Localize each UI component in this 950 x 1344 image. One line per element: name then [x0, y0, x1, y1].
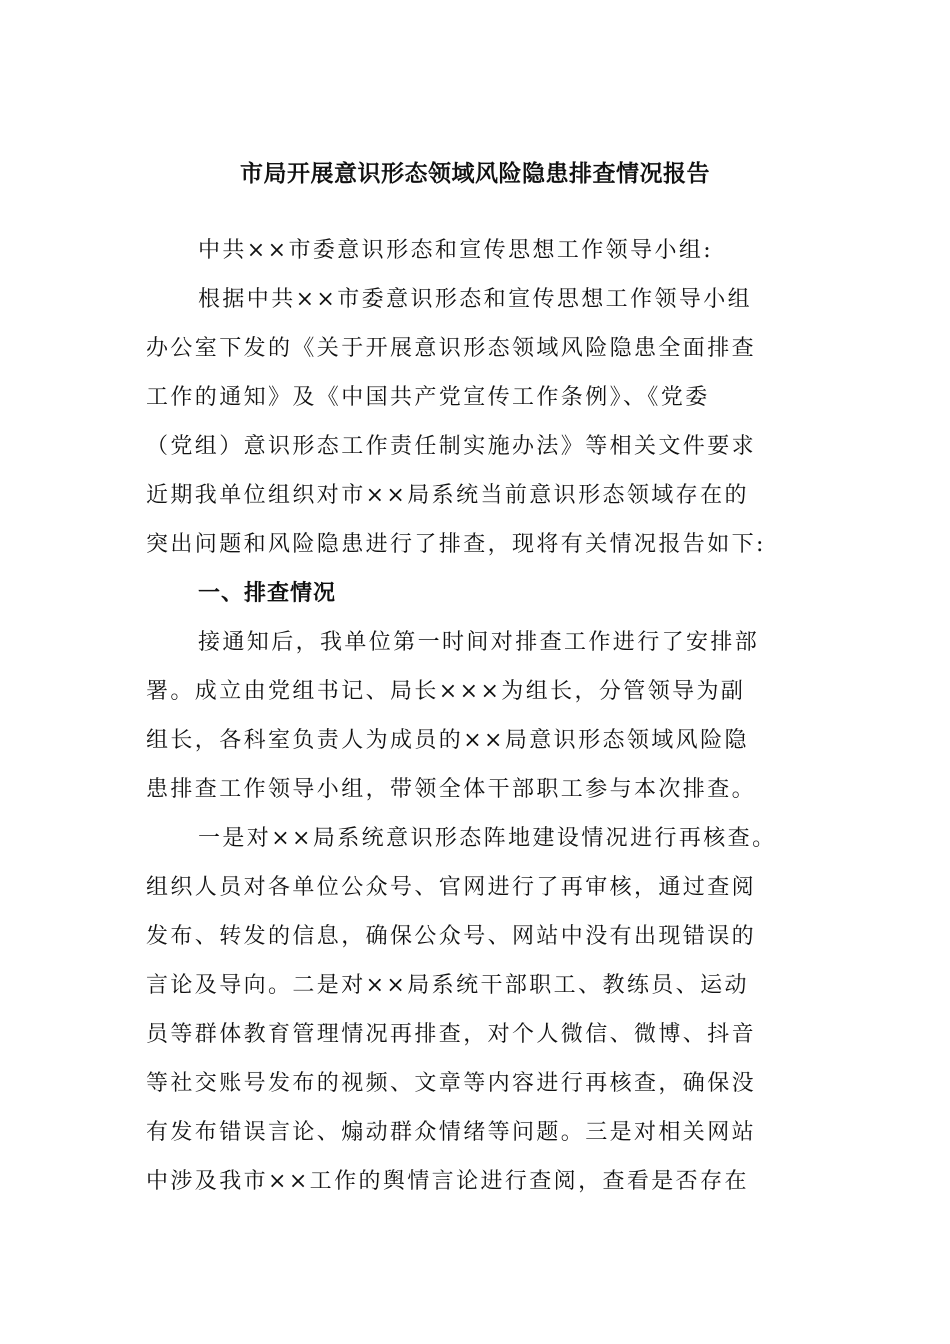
paragraph-line: 发布、转发的信息，确保公众号、网站中没有出现错误的 — [146, 924, 757, 949]
paragraph-line: 有发布错误言论、煽动群众情绪等问题。三是对相关网站 — [146, 1120, 757, 1145]
intro-line: 办公室下发的《关于开展意识形态领域风险隐患全面排查 — [146, 336, 757, 361]
paragraph-line: 中涉及我市××工作的舆情言论进行查阅，查看是否存在 — [146, 1169, 749, 1194]
document-title: 市局开展意识形态领域风险隐患排查情况报告 — [240, 161, 710, 187]
document-body — [146, 226, 808, 1206]
salutation: 中共××市委意识形态和宣传思想工作领导小组: — [198, 238, 714, 263]
paragraph-line: 等社交账号发布的视频、文章等内容进行再核查，确保没 — [146, 1071, 757, 1096]
intro-line: 工作的通知》及《中国共产党宣传工作条例》、《党委 — [146, 385, 710, 410]
paragraph-line: 一是对××局系统意识形态阵地建设情况进行再核查。 — [198, 826, 777, 851]
paragraph-line: 言论及导向。二是对××局系统干部职工、教练员、运动 — [146, 973, 749, 998]
intro-line: 近期我单位组织对市××局系统当前意识形态领域存在的 — [146, 483, 749, 508]
intro-line: 突出问题和风险隐患进行了排查，现将有关情况报告如下: — [146, 532, 766, 557]
paragraph-line: 员等群体教育管理情况再排查，对个人微信、微博、抖音 — [146, 1022, 757, 1047]
intro-line: 根据中共××市委意识形态和宣传思想工作领导小组 — [198, 287, 753, 312]
paragraph-line: 患排查工作领导小组，带领全体干部职工参与本次排查。 — [146, 777, 757, 802]
paragraph-line: 组织人员对各单位公众号、官网进行了再审核，通过查阅 — [146, 875, 757, 900]
paragraph-line: 接通知后，我单位第一时间对排查工作进行了安排部 — [198, 630, 760, 655]
paragraph-line: 组长，各科室负责人为成员的××局意识形态领域风险隐 — [146, 728, 749, 753]
paragraph-line: 署。成立由党组书记、局长×××为组长，分管领导为副 — [146, 679, 746, 704]
section-heading: 一、排查情况 — [198, 581, 337, 606]
intro-line: （党组）意识形态工作责任制实施办法》等相关文件要求 — [146, 434, 757, 459]
